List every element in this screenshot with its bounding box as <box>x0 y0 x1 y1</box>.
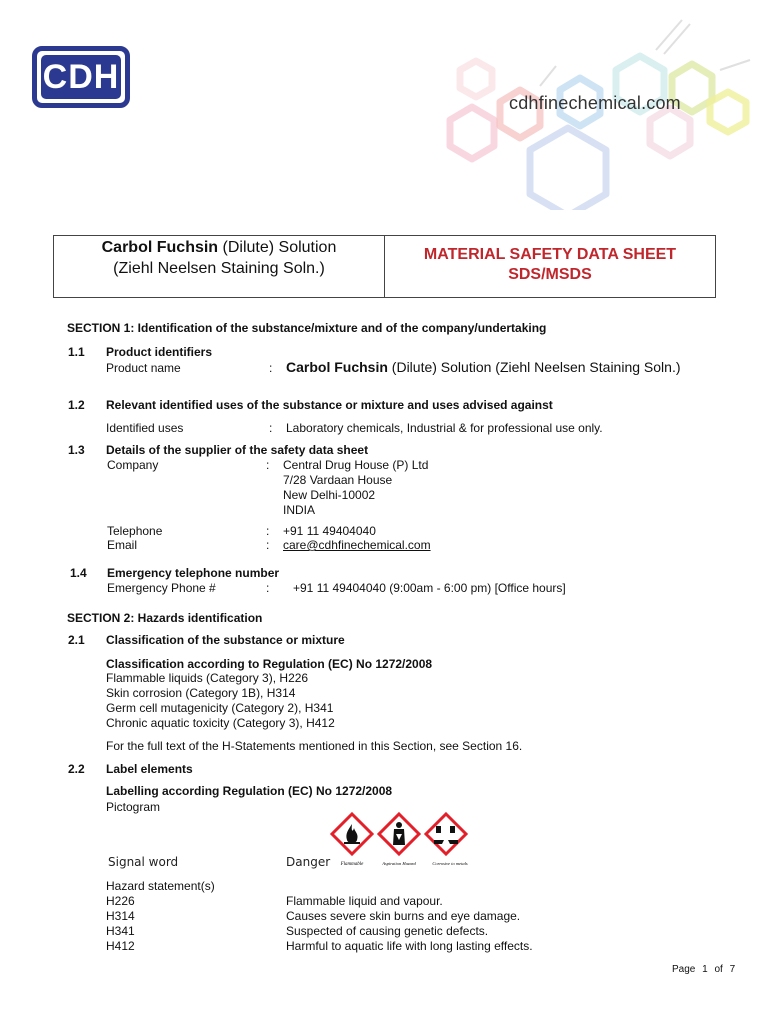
classification-item: Chronic aquatic toxicity (Category 3), H412 <box>106 716 335 730</box>
s2-2-title: Label elements <box>106 762 193 776</box>
hazard-code: H314 <box>106 909 135 923</box>
classification-item: Flammable liquids (Category 3), H226 <box>106 671 309 685</box>
s2-1-number: 2.1 <box>68 633 85 647</box>
company-label: Company <box>107 458 159 472</box>
classification-reg-title: Classification according to Regulation (EC) No 1272/2008 <box>106 657 433 671</box>
emergency-phone-number: +91 11 49404040 <box>293 581 386 595</box>
pictogram-caption: Flammable <box>340 862 364 867</box>
company-address <box>283 458 428 518</box>
hazard-statements-label: Hazard statement(s) <box>106 879 215 893</box>
emergency-phone-value <box>293 581 566 595</box>
hazard-codes <box>106 894 135 954</box>
logo-text: CDH <box>41 55 121 99</box>
hazard-code: H226 <box>106 894 135 908</box>
section1-heading: SECTION 1: Identification of the substance/mixture and of the company/undertaking <box>67 321 547 335</box>
s1-1-number: 1.1 <box>68 345 85 359</box>
page-number <box>672 964 735 975</box>
labelling-reg-title: Labelling according Regulation (EC) No 1272/2008 <box>106 784 393 798</box>
document-title-line1: MATERIAL SAFETY DATA SHEET <box>423 246 677 263</box>
address-line: New Delhi-10002 <box>283 488 376 502</box>
product-name-colon: : <box>269 361 273 375</box>
product-name-rest: (Dilute) Solution (Ziehl Neelsen Staining Soln.) <box>387 359 681 375</box>
hazard-code: H341 <box>106 924 135 938</box>
product-title-line2: (Ziehl Neelsen Staining Soln.) <box>113 260 325 277</box>
s1-2-number: 1.2 <box>68 398 85 412</box>
flame-icon <box>332 814 372 854</box>
s2-1-title: Classification of the substance or mixture <box>106 633 345 647</box>
product-title-bold: Carbol Fuchsin <box>101 239 219 256</box>
pictogram-caption: Corrosive to metals <box>432 861 468 866</box>
page-label: Page <box>672 964 696 975</box>
hazard-code: H412 <box>106 939 135 953</box>
page-current: 1 <box>702 964 708 975</box>
s2-2-number: 2.2 <box>68 762 85 776</box>
cdh-logo <box>32 46 130 108</box>
website-link[interactable]: cdhfinechemical.com <box>509 93 681 113</box>
product-name-bold: Carbol Fuchsin <box>286 359 388 375</box>
s1-2-title: Relevant identified uses of the substance or mixture and uses advised against <box>106 398 553 412</box>
s1-4-title: Emergency telephone number <box>107 566 280 580</box>
s1-1-title: Product identifiers <box>106 345 213 359</box>
product-name-label: Product name <box>106 361 181 375</box>
emergency-phone-label: Emergency Phone # <box>107 581 216 595</box>
identified-uses-value: Laboratory chemicals, Industrial & for professional use only. <box>286 421 603 435</box>
health-hazard-icon <box>379 814 419 854</box>
telephone-value: +91 11 49404040 <box>283 524 376 538</box>
product-name-value <box>286 359 681 375</box>
emergency-phone-colon: : <box>266 581 270 595</box>
address-line: 7/28 Vardaan House <box>283 473 393 487</box>
signal-word-value: Danger <box>286 855 331 869</box>
pictogram-label: Pictogram <box>106 800 161 814</box>
h-statement-note: For the full text of the H-Statements mentioned in this Section, see Section 16. <box>106 739 523 753</box>
address-line: Central Drug House (P) Ltd <box>283 458 429 472</box>
signal-word-label: Signal word <box>108 855 179 869</box>
company-colon: : <box>266 458 270 472</box>
s1-3-number: 1.3 <box>68 443 85 457</box>
identified-uses-label: Identified uses <box>106 421 184 435</box>
hazard-texts <box>286 894 533 954</box>
pictogram-caption: Aspiration Hazard <box>382 861 416 866</box>
emergency-phone-hours: (9:00am - 6:00 pm) [Office hours] <box>385 581 566 595</box>
classification-item: Germ cell mutagenicity (Category 2), H341 <box>106 701 334 715</box>
identified-uses-colon: : <box>269 421 273 435</box>
email-colon: : <box>266 538 270 552</box>
hazard-text: Suspected of causing genetic defects. <box>286 924 489 938</box>
corrosion-icon <box>426 814 466 854</box>
section2-heading: SECTION 2: Hazards identification <box>67 611 263 625</box>
hazard-text: Harmful to aquatic life with long lasting effects. <box>286 939 533 953</box>
product-title-rest: (Dilute) Solution <box>218 239 337 256</box>
document-title <box>385 245 715 285</box>
email-label: Email <box>107 538 138 552</box>
hazard-text: Causes severe skin burns and eye damage. <box>286 909 521 923</box>
page-of: of <box>714 964 723 975</box>
ghs-pictograms <box>330 812 475 872</box>
hazard-text: Flammable liquid and vapour. <box>286 894 443 908</box>
email-link[interactable]: care@cdhfinechemical.com <box>283 538 431 552</box>
telephone-label: Telephone <box>107 524 163 538</box>
address-line: INDIA <box>283 503 316 517</box>
product-title <box>54 237 384 279</box>
classification-list <box>106 671 335 731</box>
s1-4-number: 1.4 <box>70 566 87 580</box>
document-title-line2: SDS/MSDS <box>508 266 592 283</box>
page-total: 7 <box>729 964 736 975</box>
telephone-colon: : <box>266 524 270 538</box>
s1-3-title: Details of the supplier of the safety data sheet <box>106 443 369 457</box>
classification-item: Skin corrosion (Category 1B), H314 <box>106 686 296 700</box>
